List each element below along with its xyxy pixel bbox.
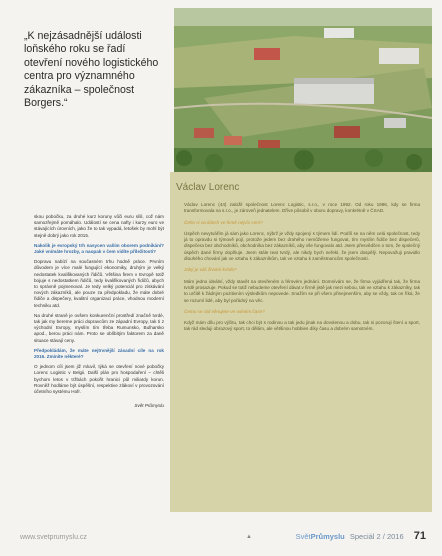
aerial-photo-illustration — [174, 8, 432, 172]
profile-box — [170, 172, 432, 512]
pull-quote-text: „K nejzásadnější události loňského roku se řadí otevření nového logistického centra pro významného zákazníka – společnost Borgers.“ — [24, 30, 159, 110]
interview-question: Předpokládám, že máte nejtrvnější zásadní cíle na rok 2016. Zmíníte některé? — [34, 347, 164, 360]
issue-label: Speciál 2 / 2016 — [349, 532, 404, 541]
brand-name-b: Průmyslu — [310, 532, 345, 541]
profile-paragraph: Úspěch nevytvářím já sám jako Lorenc, nýbrž je vždy spojený s týmem lidí. Podílí se na něm celá společnost, tedy já to opravdu si týmově pojí, protože jedem bez drahého nemůžeme fungovat, tím myslím řidiče bez dispečerů, dispečera bez obchodníků, obchodníka bez zákazníků, aby vše fungovalo atd. Jsem přesvědčen o tom, že společný úspěch dané firmy doplňuje. Jsem stále teat tvrdý, ale nikdy bych neřekl, že jsem dospělý. Nepovažuji pravidlo dlouhého chování jak ve vztahu k zákazníkům, tak ve vztahu k zaměstnancům společnosti. — [184, 230, 420, 262]
profile-question: Jaký je váš životní krédo? — [184, 267, 237, 273]
profile-content — [184, 202, 420, 338]
profile-paragraph: Když mám dílu pro výčitu, tak chci být s rodinou a tak jedu jinak na dovolenou a dobu, tak si pozoruji čtení a sport, tak rád sleduji obrazový sport, to dělám, ale většinou hobbies díky času a dobrém samotném. — [184, 320, 420, 332]
page-number: 71 — [413, 530, 426, 542]
left-paragraph: Dopravu nabízí na současném trhu hodně práce. Prvním důvodem je více malé fungující ekonomiky, druhým je velký nedostatek kvalifikovaných řidičů. Většina firem v Evropě totiž bojuje s nedostatkem řidičů, tedy kvalifikovaných řidičů, abych to správně pojmenoval. Je tedy velký potenciál pro získávání nových zákazníků, ale pouze za předpokladu, že máte dobré řidiče a dispečery, kvalitní organizaci práce, vhodnou moderní techniku atd. — [34, 259, 164, 308]
signature: Svět Průmyslu — [134, 403, 164, 409]
profile-question: Čeho si na lidech ve firmě nejvíc cení? — [184, 219, 263, 225]
interview-question: Nakolik je evropský trh nasycen vaším oborem podnikání? Jaké vnímáte hrozby, a naopak v čem vidíte příležitosti? — [34, 242, 164, 255]
left-paragraph: Na druhé straně je ovšem konkurenční prostředí značně tvrdé, tak jak my bereme práci dopravcům ze západní Evropy, tak ti z východní Evropy, myslím tím třeba Rumunsko, Bulharsko apod., berou práci nám. Proto se oblíbitým faktorem za daně situace stávají ceny. — [34, 312, 164, 343]
profile-paragraph: Mám jedno ideální, vždy stavět na otevřeném a férovém jednání. Domnívám se, že firma vyjádřená tak, že firma tvrdě prosazuje. Pokud se totiž nebudeme otevření dávat v firmě jistě jak mezi sebou, tak ve vztahu k zákazníky, tak to určitě k žádným pozitivním výsledkům nepovede. Snažím se při všem přinejmenším, aby se vždy, tak on říká, že se rozumí lidé, aby byl pořádný na věc. — [184, 278, 420, 303]
brand-name-a: Svět — [295, 532, 311, 541]
pull-quote — [24, 30, 166, 110]
footer-url: www.svetprumyslu.cz — [20, 534, 87, 541]
left-paragraph: O jednom cíli jsem již mluvil, týká se otevření nové pobočky Lorenc Logistic v Belgii. Další plán pro hospodaření – chtěli bychom letos v tržbách pokořit hranici půl miliardy korun. Rovněž hodláme být úspěšní, respektive zlákoví v provozování účetního systému Hofr. — [34, 364, 164, 395]
profile-name: Václav Lorenc — [176, 182, 240, 193]
left-paragraph: skou pobočku, za druhé kurz koruny vůči euru sílil, což nám samozřejmě pomáhalo. Událostí se cena nafty i kurzy euro ve stávajících úrovních, jako že to tak vypadá, letošek by mohl být stejně dobrý jako rok 2015. — [34, 214, 164, 238]
aerial-photo — [174, 8, 432, 172]
profile-paragraph: Václav Lorenc (44) založil společnost Lorenc Logistic, s.r.o., v roce 1992. Od roku 1996, kdy se firma transformovala na s.r.o., je zároveň jednatelem. Dříve působil v oboru dopravy, konkrétně v ČSAD. — [184, 202, 420, 214]
footer-issue — [296, 530, 426, 542]
center-mark: ▲ — [246, 534, 252, 540]
profile-question: Čemu se rád věnujete ve volném čase? — [184, 308, 265, 314]
article-left-column — [34, 214, 164, 413]
